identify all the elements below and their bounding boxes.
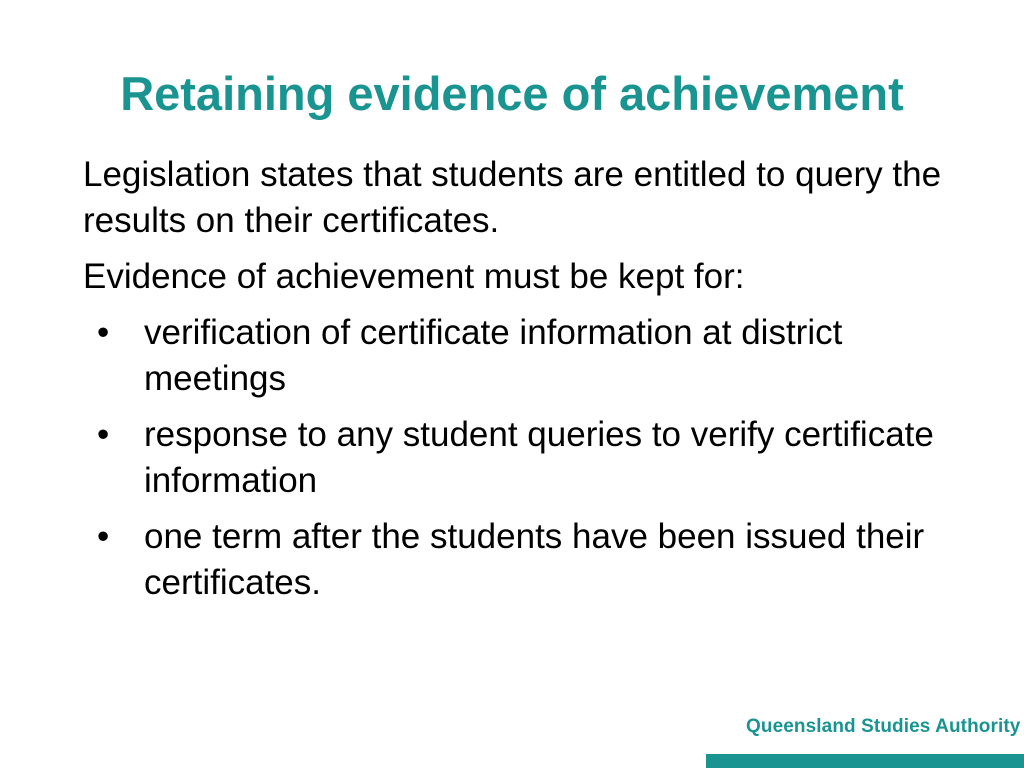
bullet-text: response to any student queries to verify certificate information	[144, 415, 934, 500]
bullet-item-verification	[83, 310, 963, 402]
bullet-icon: •	[97, 415, 110, 454]
paragraph-legislation: Legislation states that students are entitled to query the results on their certificates.	[83, 155, 942, 240]
bullet-item-one-term	[83, 514, 963, 606]
qsa-logo: Queensland Studies Authority	[746, 716, 1021, 737]
bullet-text: one term after the students have been issued their certificates.	[144, 517, 925, 602]
paragraph-evidence-intro: Evidence of achievement must be kept for:	[83, 257, 745, 296]
bullet-item-student-queries	[83, 412, 963, 504]
bullet-icon: •	[97, 313, 110, 352]
slide-title: Retaining evidence of achievement	[120, 67, 904, 120]
bullet-icon: •	[97, 517, 110, 556]
bullet-list	[83, 310, 963, 606]
slide-body	[83, 152, 963, 616]
bullet-text: verification of certificate information at district meetings	[144, 313, 843, 398]
footer-accent-bar	[706, 754, 1024, 768]
